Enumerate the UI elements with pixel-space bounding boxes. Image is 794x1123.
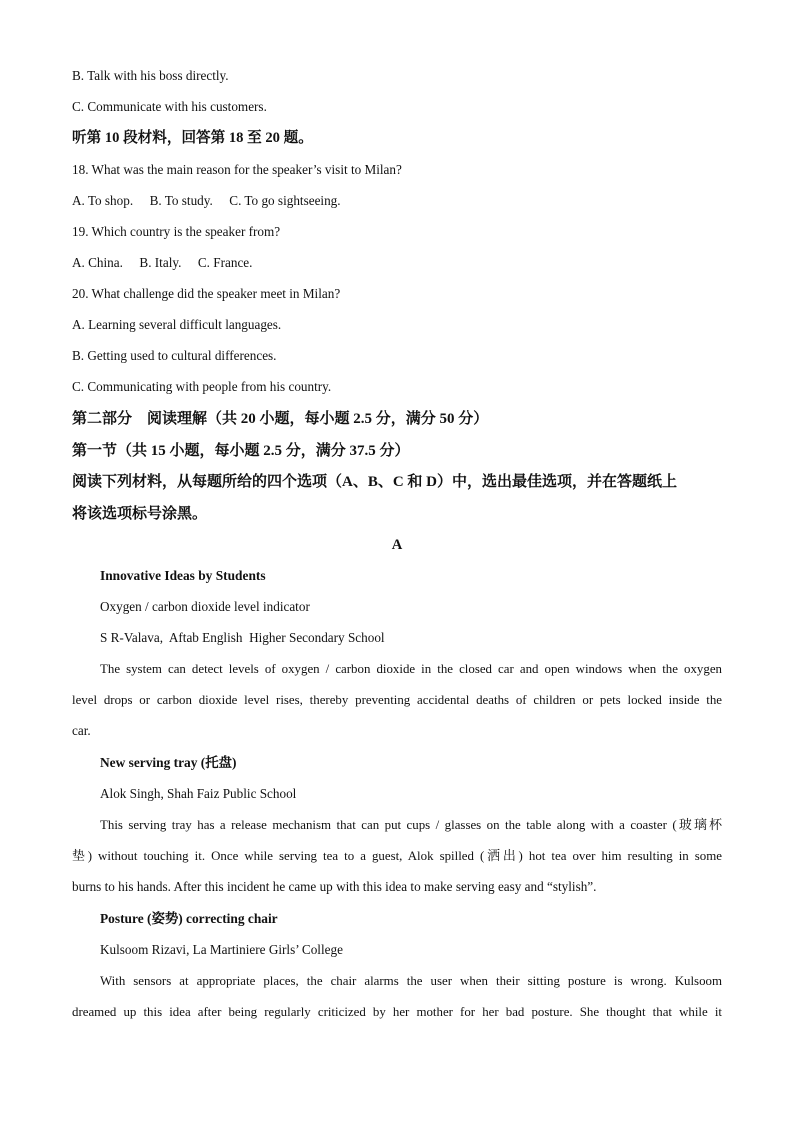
item3-body-line1: With sensors at appropriate places, the chair alarms the user when their sitting posture is wrong. Kulsoom [100, 974, 722, 988]
item1-body-line3: car. [72, 723, 91, 738]
item1-body-line2: level drops or carbon dioxide level rises, thereby preventing accidental deaths of children or pets locked inside the [72, 693, 722, 707]
question-20-option-b: B. Getting used to cultural differences. [72, 348, 277, 363]
item2-body-line3: burns to his hands. After this incident he came up with this idea to make serving easy and “stylish”. [72, 879, 597, 894]
item1-title: Oxygen / carbon dioxide level indicator [100, 599, 310, 614]
passage-title: Innovative Ideas by Students [100, 568, 266, 583]
item2-body-line2: 垫) without touching it. Once while serving tea to a guest, Alok spilled (洒出) hot tea over him resulting in some [72, 849, 722, 863]
section-one-heading: 第一节（共 15 小题，每小题 2.5 分，满分 37.5 分） [72, 443, 410, 459]
item3-author: Kulsoom Rizavi, La Martiniere Girls’ College [100, 942, 343, 957]
question-20-option-a: A. Learning several difficult languages. [72, 317, 282, 332]
section10-heading: 听第 10 段材料，回答第 18 至 20 题。 [72, 130, 313, 146]
question-20: 20. What challenge did the speaker meet in Milan? [72, 286, 341, 301]
q17-option-c: C. Communicate with his customers. [72, 99, 267, 114]
question-18-options: A. To shop. B. To study. C. To go sightseeing. [72, 193, 341, 208]
item3-title: Posture (姿势) correcting chair [100, 911, 278, 926]
item1-body-line1: The system can detect levels of oxygen / carbon dioxide in the closed car and open windows when the oxygen [100, 662, 722, 676]
question-20-option-c: C. Communicating with people from his country. [72, 379, 332, 394]
part-two-heading: 第二部分 阅读理解（共 20 小题，每小题 2.5 分，满分 50 分） [72, 411, 489, 427]
item2-body-line1: This serving tray has a release mechanism that can put cups / glasses on the table along with a coaster (玻璃杯 [100, 818, 722, 832]
item2-author: Alok Singh, Shah Faiz Public School [100, 786, 297, 801]
question-18: 18. What was the main reason for the speaker’s visit to Milan? [72, 162, 402, 177]
instruction-line-1: 阅读下列材料，从每题所给的四个选项（A、B、C 和 D）中，选出最佳选项，并在答题纸上 [72, 474, 678, 490]
item3-body-line2: dreamed up this idea after being regularly criticized by her mother for her bad posture. She thought that while it [72, 1005, 722, 1019]
question-19-options: A. China. B. Italy. C. France. [72, 255, 253, 270]
instruction-line-2: 将该选项标号涂黑。 [72, 506, 208, 522]
passage-letter: A [391, 537, 403, 553]
item1-author: S R-Valava, Aftab English Higher Secondary School [100, 630, 385, 645]
question-19: 19. Which country is the speaker from? [72, 224, 281, 239]
q17-option-b: B. Talk with his boss directly. [72, 68, 229, 83]
item2-title: New serving tray (托盘) [100, 755, 237, 770]
